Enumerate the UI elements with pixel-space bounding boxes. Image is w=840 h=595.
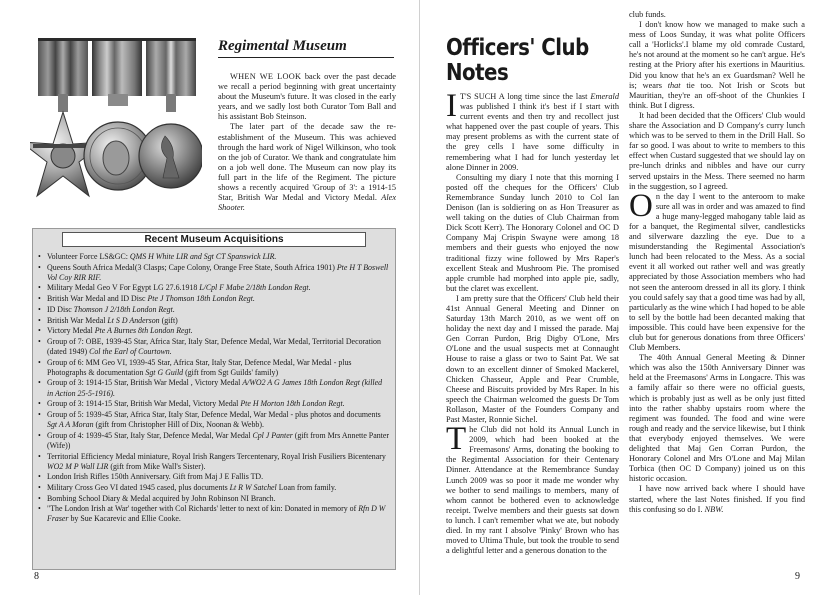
column-1-paragraph-3: I am pretty sure that the Officers' Club held their 41st Annual General Meeting and Dinner on Saturday 13th March 2010, as we went off on holiday the next day and I missed the parade. Maj Gen Corran Purdon, Brig Digby O'Lone, Mrs O'Lone and the usual suspects met at Connaught House to raise a glass or two to Saint Pat. We sat down to an excellent dinner of Smoked Mackerel, Chicken Chasseur, Apple and Pear Crumble, Cheese and Biscuits provided by Mrs Raper. In his speech the Chairman welcomed the guests Dr Tom Rollason, Master of the Founders Company and Past Master, Ronnie Sichel. (446, 293, 619, 424)
acquisition-recipient: Pte H Morton 18th London Regt. (240, 399, 345, 409)
acquisition-item (38, 483, 390, 493)
acquisition-note: (gift from Christopher Hill of Dix, Noonan & Webb). (93, 420, 264, 430)
acquisition-item (38, 399, 390, 409)
acquisition-item (38, 358, 390, 378)
acquisition-item (38, 431, 390, 451)
article-column-1 (446, 88, 619, 556)
column-1-paragraph-4-text: he Club did not hold its Annual Lunch in 2009, which had been booked at the Freemasons' Arms, donating the booking to the Regimental Association for their Centenary Dinner. Attendance at the Remembrance Sunday Lunch 2009 was so poor it made me wonder why we bother to send mailings to members, many of whom cannot be bothered even to acknowledge receipt. Twelve members and their guests sat down to lunch. I can't remember what we ate, but nobody died. In my rant I absolve 'Pinky' Brown who has moved to Ultima Thule, but took the trouble to send a delightful letter and a generous donation to the (446, 425, 619, 556)
acquisition-recipient: Col the Earl of Courtown. (89, 347, 172, 356)
officers-club-title (446, 36, 589, 86)
acquisition-recipient: Pte H T Boswell Vol Coy RIR RIF. (47, 262, 389, 282)
column-1-paragraph-2: Consulting my diary I note that this morning I posted off the cheques for the Officers' Club Remembrance Sunday lunch 2010 to Col Ian Denison (Ian is soldiering on as Hon Treasurer as well taking on the duties of Club Chairman from Dick Scott Kerr). The Honorary Colonel and OC D Company Maj Crispin Swayne were among 18 members and their guests who enjoyed the now traditional fizzy wine followed by Mrs Raper's excellent Steak and Mushroom Pie. The promised apple crumble had morphed into apple pie, sadly, but the claret was excellent. (446, 172, 619, 293)
acquisition-recipient: Cpl J Panter (252, 430, 293, 440)
acquisition-item (38, 252, 390, 262)
acquisition-text: London Irish Rifles 150th Anniversary. Gift from Maj J E Fallis TD. (47, 472, 264, 482)
drop-cap-i: I (446, 88, 457, 124)
acquisition-item (38, 326, 390, 336)
acquisition-recipient: Lt S D Anderson (107, 315, 160, 325)
acquisitions-title: Recent Museum Acquisitions (62, 232, 366, 247)
emerald-title: Emerald (590, 92, 619, 101)
acquisition-note: by Sue Kacarevic and Ellie Cooke. (68, 514, 181, 524)
acquisition-recipient: Pte A Burnes 8th London Regt. (94, 326, 193, 336)
acquisition-item (38, 410, 390, 430)
acquisition-recipient: QMS H White LIR and Sgt CT Spanswick LIR. (129, 252, 277, 261)
acquisition-recipient: Pte J Thomson 18th London Regt. (147, 294, 255, 304)
acquisition-item (38, 378, 390, 398)
acquisition-recipient: Sgt A A Moran (47, 420, 94, 430)
column-2-paragraph-3 (629, 187, 805, 354)
museum-paragraph-2-text: The later part of the decade saw the re-establishment of the Museum. This was achieved through the hard work of Nigel Wilkinson, who took on the job of Curator. We thank and congratulate him on a job well done. The Museum can now play its full part in the life of the Regiment. The picture shows a recently acquired 'Group of 3': a 1914-15 Star, British War Medal and Victory Medal. (218, 122, 396, 203)
acquisition-text: Group of 6: MM Geo VI, 1939-45 Star, Africa Star, Italy Star, Defence Medal, War Medal - plus Photographs & documentation (47, 357, 352, 377)
author-signoff: NBW. (702, 504, 724, 514)
museum-credit: Alex Shooter. (218, 193, 396, 213)
acquisition-text: Victory Medal (47, 326, 95, 336)
acquisition-text: British War Medal (47, 315, 108, 325)
acquisition-text: Territorial Efficiency Medal miniature, Royal Irish Rangers Tercentenary, Royal Irish Fusiliers Bicentenary (47, 451, 386, 461)
acquisition-text: Volunteer Force LS&GC: (47, 252, 130, 261)
museum-intro-text (218, 72, 396, 213)
museum-section-title: Regimental Museum (218, 38, 394, 58)
that-emphasis: that (667, 80, 681, 90)
page-number-left: 8 (34, 571, 39, 582)
acquisition-note: Loan from family. (276, 482, 337, 492)
column-2-paragraph-5 (629, 484, 805, 514)
acquisition-item (38, 305, 390, 315)
acquisition-recipient: Sgt G Guild (145, 367, 184, 377)
column-2-paragraph-0: club funds. (629, 10, 666, 19)
column-1-paragraph-1 (446, 88, 619, 173)
acquisition-note: (gift) (159, 315, 178, 325)
acquisition-text: Queens South Africa Medal(3 Clasps; Cape Colony, Orange Free State, South Africa 1901) (47, 262, 337, 272)
column-1-paragraph-4 (446, 421, 619, 556)
acquisition-recipient: Lt R W Satchel (229, 482, 277, 492)
column-2-paragraph-4: The 40th Annual General Meeting & Dinner which was also the 150th Anniversary Dinner was held at the Freemasons' Arms in Longacre. This was a family affair so there were no official guests, which is probably just as well as be only just fitted into the rather shabby upstairs room where the regiment was founded. The food and wine were rough and ready and the service likewise, but I think that everybody enjoyed themselves. We were delighted that Maj Gen Corran Purdon, the Honorary Colonel and Mrs O'Lone and Maj Milan Torbica (then OC D Company) joined us on this historic occasion. (629, 353, 805, 484)
column-2-paragraph-1-start: I don't know how we managed to make such a mess of Loos Sunday, it was what polite Officers call a 'Horlicks'.I blame my old comrade Custard, he's not around at the moment so he can't argue. He's resting at the Priory after his exertions in Mauritius. Did you know that he's an ex Guardsman? Well he is; wears (629, 20, 805, 90)
acquisition-text: Military Medal Geo V For Egypt LG 27.6.1918 (47, 283, 200, 293)
officers-club-title-line2: Notes (446, 60, 509, 86)
acquisition-text: Group of 4: 1939-45 Star, Italy Star, Defence Medal, War Medal (47, 430, 253, 440)
acquisition-note: (gift from Mike Wall's Sister). (108, 461, 206, 471)
museum-paragraph-2 (218, 122, 396, 213)
acquisition-text: Group of 3: 1914-15 Star, British War Medal , Victory Medal (47, 378, 243, 388)
acquisition-item (38, 283, 390, 293)
acquisition-text: Group of 7: OBE, 1939-45 Star, Africa Star, Italy Star, Defence Medal, War Medal, Territorial Decoration (dated 1949) (47, 336, 381, 356)
acquisition-item (38, 294, 390, 304)
acquisition-recipient: L/Cpl F Mabe 2/18th London Regt. (199, 283, 311, 293)
acquisition-text: "The London Irish at War' together with Col Richards' letter to next of kin: Donated in memory of (47, 504, 359, 514)
officers-club-title-line1: Officers' Club (446, 35, 589, 61)
column-2-paragraph-1 (629, 20, 805, 111)
acquisition-text: ID Disc (47, 304, 74, 314)
acquisition-item (38, 316, 390, 326)
acquisition-item (38, 494, 390, 504)
acquisition-note: (gift from Mrs Annette Panter (Wife)) (47, 430, 389, 450)
drop-cap-o: O (629, 187, 653, 224)
column-2-paragraph-5-text: I have now arrived back where I should have started, where the last Notes finished. If you find this confusing so do I. (629, 484, 805, 514)
museum-paragraph-1 (218, 72, 396, 122)
page-number-right: 9 (795, 571, 800, 582)
acquisitions-list (38, 252, 390, 525)
acquisition-recipient: Rfn D W Fraser (47, 504, 386, 524)
column-1-paragraph-1-end: was published I think it's best if I start with current events and then try and recollect just what happened over the past couple of years. This may present problems as with the current state of the grey cells I have some difficulty in remembering what I had for lunch yesterday let alone Dinner in 2009. (446, 102, 619, 172)
acquisition-text: British War Medal and ID Disc (47, 294, 148, 304)
acquisition-item (38, 337, 390, 357)
acquisition-text: Bombing School Diary & Medal acquired by John Robinson NI Branch. (47, 493, 276, 503)
acquisition-item (38, 504, 390, 524)
acquisition-recipient: A/WO2 A G James 18th London Regt (killed in Action 25-5-1916). (47, 378, 383, 398)
medal-group-image (30, 36, 202, 226)
column-2-paragraph-3-text: n the day I went to the anteroom to make sure all was in order and was amazed to find a huge many-legged mahogany table laid as for a banquet, the Regimental silver, candlesticks and silverware dazzling the eye. Due to a misunderstanding the Regimental Association's lunch had been relocated to the Mess. As a social event it all worked out rather well and was greatly appreciated by those Association members who had not seen the anteroom dressed in all its glory. I think you could safely say that a good time was had by all, particularly as the wine which I had hoped to be able to sell by the bottle had been decanted making that impossible. This could have been expensive for the club but for generous donations from three Officers' Club Members. (629, 191, 805, 353)
acquisition-recipient: WO2 M P Wall LIR (47, 461, 109, 471)
column-2-paragraph-2: It had been decided that the Officers' Club would share the Association and D Company's curry lunch which was to be served to them in the Drill Hall. So far so good. I was about to write to members to this effect when Custard suggested that we should lay on pre-lunch drinks and nibbles and have our curry served upstairs in the Mess. There seemed no harm in the suggestion, so I agreed. (629, 110, 805, 191)
museum-lead-in: WHEN WE LOOK (230, 72, 302, 81)
acquisition-text: Military Cross Geo VI dated 1945 cased, plus documents (47, 482, 230, 492)
acquisition-recipient: Thomson J 2/18th London Regt. (73, 304, 175, 314)
acquisition-item (38, 472, 390, 482)
acquisition-item (38, 263, 390, 283)
museum-paragraph-1-text: back over the past decade we recall a period beginning with great uncertainty about the Museum's future. It was closed in the early years, and we sadly lost both Curator Tom Ball and his assistant Bob Steinson. (218, 72, 396, 122)
column-2-paragraph-1-end: tie too. Not Irish or Scots but Mauritian, they're an off-shoot of the Chunkies I think. But I digress. (629, 80, 805, 110)
acquisition-text: Group of 5: 1939-45 Star, Africa Star, Italy Star, Defence Medal, War Medal - plus photos and documents (47, 409, 381, 419)
acquisition-text: Group of 3: 1914-15 Star, British War Medal, Victory Medal (47, 399, 241, 409)
column-1-paragraph-1-start: T'S SUCH A long time since the last (460, 92, 591, 101)
acquisition-item (38, 452, 390, 472)
article-column-2 (629, 10, 805, 515)
drop-cap-t: T (446, 421, 467, 458)
acquisition-note: (gift from Sgt Guilds' family) (183, 367, 279, 377)
